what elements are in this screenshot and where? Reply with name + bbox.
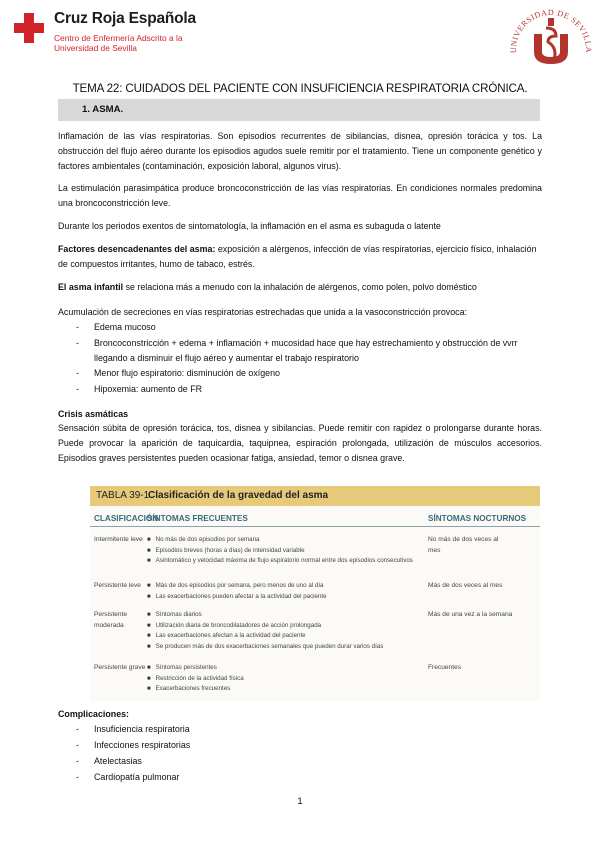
table-header-rule <box>90 526 540 527</box>
list-item: - Insuficiencia respiratoria <box>76 724 190 734</box>
org-name: Cruz Roja Española <box>54 10 196 27</box>
document-title: TEMA 22: CUIDADOS DEL PACIENTE CON INSUFICIENCIA RESPIRATORIA CRÓNICA. <box>72 82 528 95</box>
list-item: - Infecciones respiratorias <box>76 740 191 750</box>
table-cell-classification: Persistente moderada <box>94 611 127 629</box>
complications-heading: Complicaciones: <box>58 709 130 719</box>
section-heading: 1. ASMA. <box>82 104 124 115</box>
paragraph-parasympathetic: La estimulación parasimpática produce broncoconstricción de las vías respiratorias. En condiciones normales predomina una broncoconstricción leve. <box>58 183 542 209</box>
table-cell-symptoms: ■ Más de dos episodios por semana, pero menos de uno al día ■ Las exacerbaciones pueden afectar a la actividad del paciente <box>147 581 417 602</box>
page-number: 1 <box>297 796 303 807</box>
paragraph-childhood-asthma <box>58 280 542 295</box>
table-cell-nocturnal: No más de dos veces al mes <box>428 536 499 554</box>
triggers-text: exposición a alérgenos, infección de vías respiratorias, ejercicio físico, inhalación de compuestos irritantes, humo de tabaco, estrés. <box>58 244 537 270</box>
org-subtitle-line2: Universidad de Sevilla <box>54 43 137 53</box>
section-heading-bar <box>58 99 540 121</box>
list-item: - Menor flujo espiratorio: disminución de oxígeno <box>76 368 280 378</box>
crisis-paragraph: Sensación súbita de opresión torácica, tos, disnea y sibilancias. Puede remitir con rapidez o prolongarse durante horas. Puede provocar la aparición de taquicardia, taquipnea, espiración prolongada, utilización de músculos accesorios. Episodios graves persistentes pueden ocasionar fatiga, ansiedad, temor o disnea grave. <box>58 423 542 464</box>
list-item: - Broncoconstricción + edema + inflamación + mucosidad hace que hay estrechamiento y obstrucción de vvrr llegando a disminuir el flujo aéreo y aumentar el trabajo respiratorio <box>76 338 518 363</box>
table-cell-nocturnal: Más de dos veces al mes <box>428 582 503 589</box>
red-cross-logo-icon <box>14 13 44 43</box>
table-cell-symptoms: ■ Síntomas persistentes ■ Restricción de la actividad física ■ Exacerbaciones frecuentes <box>147 663 417 695</box>
table-cell-symptoms: ■ Síntomas diarios ■ Utilización diaria de broncodilatadores de acción prolongada ■ Las exacerbaciones afectan a la actividad del paciente ■ Se producen más de dos exacerbaciones semanales que pueden durar varios días <box>147 610 417 652</box>
crisis-heading: Crisis asmáticas <box>58 409 129 419</box>
childhood-asthma-text: se relaciona más a menudo con la inhalación de alérgenos, como polen, polvo doméstico <box>123 282 477 292</box>
list-item: - Atelectasias <box>76 756 142 766</box>
table-title: Clasificación de la gravedad del asma <box>148 490 329 501</box>
table-cell-classification: Persistente grave <box>94 664 146 671</box>
severity-table <box>90 486 540 701</box>
table-cell-symptoms: ■ No más de dos episodios por semana ■ Episodios breves (horas a días) de intensidad variable ■ Asintomático y velocidad máxima de flujo espiratorio normal entre dos episodios consecutivos <box>147 535 417 567</box>
table-cell-nocturnal: Frecuentes <box>428 664 461 671</box>
table-header-frequent: SÍNTOMAS FRECUENTES <box>147 514 248 523</box>
list-item: - Cardiopatía pulmonar <box>76 772 180 782</box>
table-cell-nocturnal: Más de una vez a la semana <box>428 611 513 618</box>
table-number: TABLA 39-1 <box>96 490 150 501</box>
list-item: - Hipoxemia: aumento de FR <box>76 384 203 394</box>
table-cell-classification: Intermitente leve <box>94 536 143 543</box>
table-cell-classification: Persistente leve <box>94 582 141 589</box>
paragraph-secretions: Acumulación de secreciones en vías respiratorias estrechadas que unida a la vasoconstricción provoca: <box>58 307 467 317</box>
university-seal-icon <box>508 6 594 76</box>
list-item: - Edema mucoso <box>76 322 156 332</box>
org-subtitle-line1: Centro de Enfermería Adscrito a la <box>54 33 183 43</box>
table-header-classification: CLASIFICACIÓN <box>94 514 159 523</box>
table-header-nocturnal: SÍNTOMAS NOCTURNOS <box>428 514 527 523</box>
svg-text:UNIVERSIDAD DE SEVILLA: UNIVERSIDAD DE SEVILLA <box>508 7 594 54</box>
paragraph-definition: Inflamación de las vías respiratorias. Son episodios recurrentes de sibilancias, disnea, opresión torácica y tos. La obstrucción del flujo aéreo durante los episodios agudos suele remitir por el tratamiento. Tiene un componente genético y factores ambientales (contaminación, exposición laboral, algunos virus). <box>58 131 542 172</box>
triggers-label: Factores desencadenantes del asma: <box>58 244 216 254</box>
childhood-asthma-label: El asma infantil <box>58 282 124 292</box>
paragraph-latent: Durante los periodos exentos de sintomatología, la inflamación en el asma es subaguda o latente <box>58 221 441 231</box>
paragraph-triggers <box>58 242 542 272</box>
